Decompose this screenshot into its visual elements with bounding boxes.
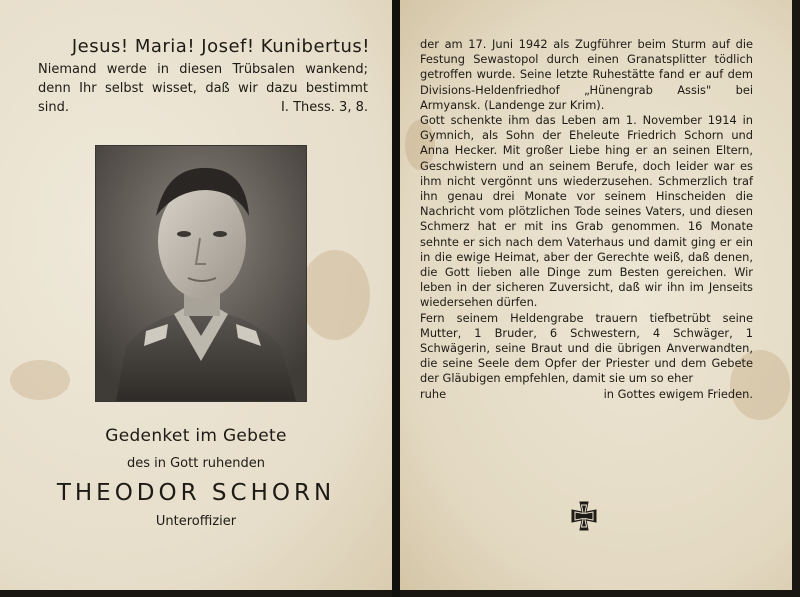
biography-closing (420, 387, 753, 402)
memorial-line-resting: des in Gott ruhenden (126, 456, 266, 471)
motto-verse-text: Niemand werde in diesen Trübsalen wankend; denn Ihr selbst wisset, daß wir dazu bestimmt sind. (38, 62, 368, 115)
motto-title: Jesus! Maria! Josef! Kunibertus! (71, 36, 370, 57)
deceased-rank: Unteroffizier (155, 514, 237, 529)
motto-reference: I. Thess. 3, 8. (280, 100, 368, 115)
memorial-line-remember: Gedenket im Gebete (105, 426, 287, 446)
biography-paragraph-life: Gott schenkte ihm das Leben am 1. November 1914 in Gymnich, als Sohn der Eheleute Friedrich Schorn und Anna Hecker. Mit großer Liebe hing er an seinen Eltern, Geschwistern und an seinem Berufe, doch leider war es ihm nicht vergönnt uns wiederzusehen. Schmerzlich traf ihn genau drei Monate vor seinem Hinscheiden die Nachricht vom plötzlichen Tode seines Vaters, und diesen Schmerz hat er mit ins Grab genommen. 16 Monate sehnte er sich nach dem Vaterhaus und damit ging er ein in die ewige Heimat, aber der Gerechte weiß, daß denen, die Gott lieben alle Dinge zum Besten gereichen. Wir leben in der sicheren Zuversicht, daß wir ihn im Jenseits wiedersehen dürfen. (420, 113, 753, 310)
biography-text (420, 37, 753, 402)
closing-left: ruhe (420, 386, 447, 401)
biography-paragraph-death: der am 17. Juni 1942 als Zugführer beim Sturm auf die Festung Sewastopol durch einen Granatsplitter tödlich getroffen wurde. Seine letzte Ruhestätte fand er auf dem Divisions-Heldenfriedhof „Hünengrab Assis" bei Armyansk. (Landenge zur Krim). (420, 37, 753, 112)
deceased-name: THEODOR SCHORN (56, 480, 336, 506)
soldier-portrait-photo (95, 145, 307, 402)
motto-verse (38, 60, 368, 117)
left-panel (0, 0, 392, 590)
center-fold (392, 0, 400, 597)
portrait-illustration (96, 146, 306, 401)
iron-cross-icon (568, 500, 600, 532)
closing-right: in Gottes ewigem Frieden. (603, 386, 753, 401)
biography-paragraph-mourners: Fern seinem Heldengrabe trauern tiefbetrübt seine Mutter, 1 Bruder, 6 Schwestern, 4 Schwäger, 1 Schwägerin, seine Braut und die übrigen Anverwandten, die seine Seele dem Opfer der Priester und dem Gebete der Gläubigen empfehlen, damit sie um so eher (420, 310, 753, 386)
